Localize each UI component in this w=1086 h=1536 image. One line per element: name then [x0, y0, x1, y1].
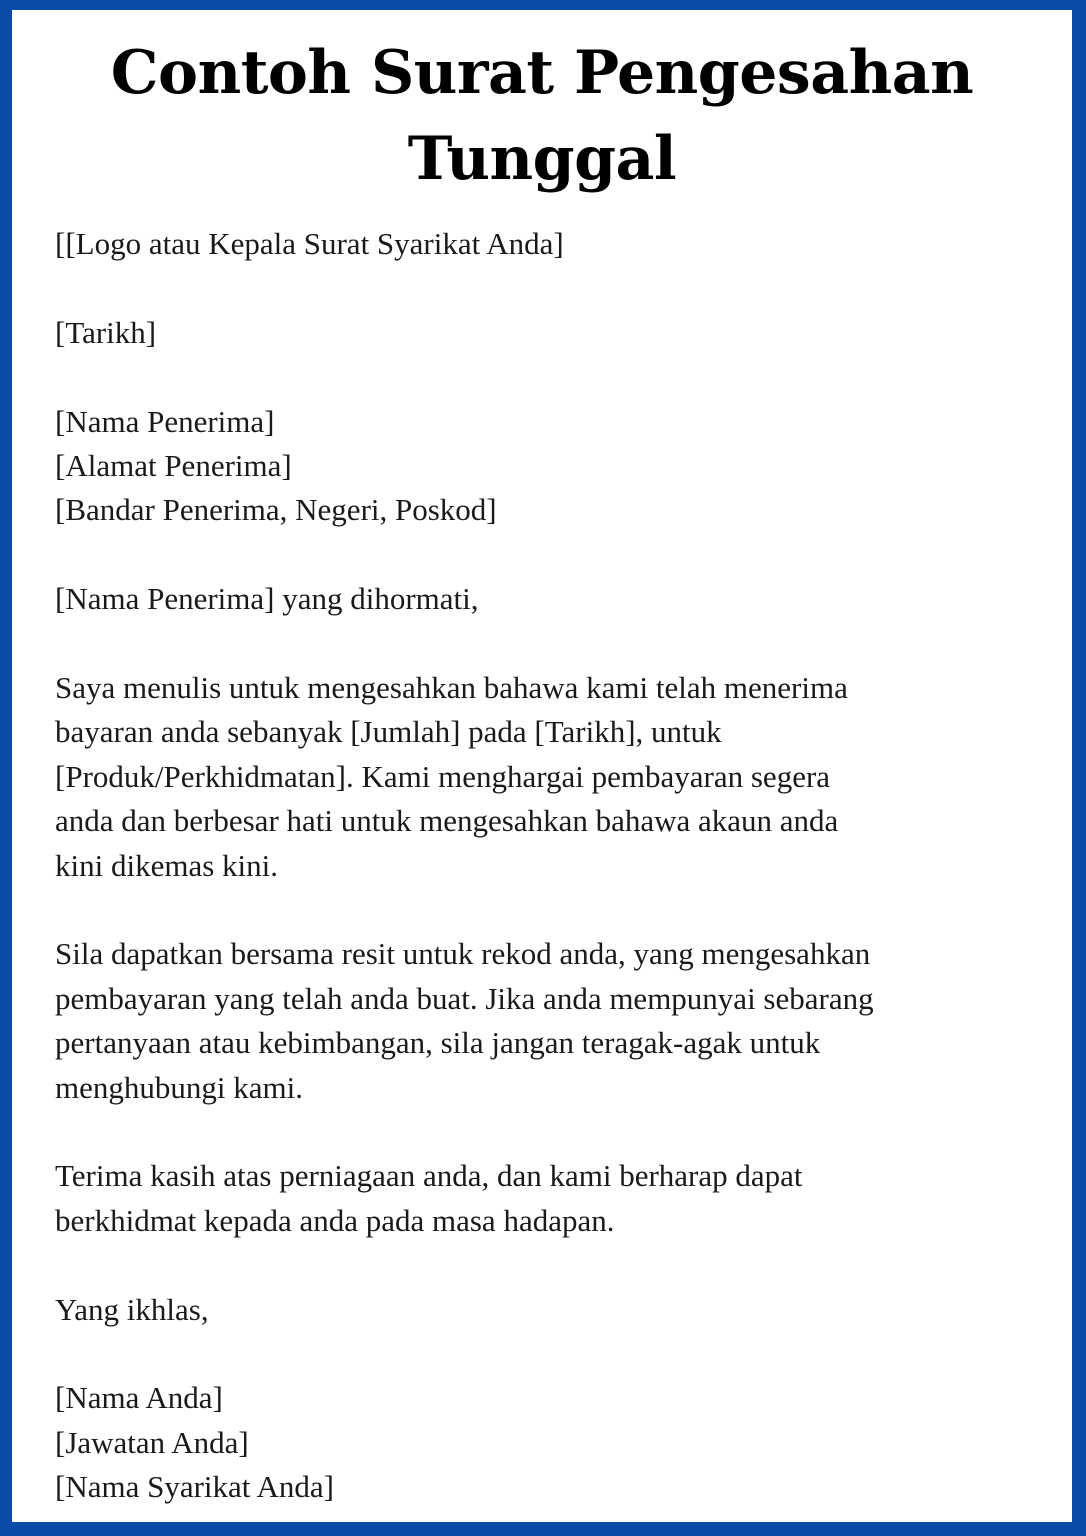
spacer [55, 622, 1035, 666]
date-placeholder: [Tarikh] [55, 314, 157, 350]
paragraph-line: kini dikemas kini. [55, 847, 279, 883]
spacer [55, 1110, 1035, 1154]
paragraph-line: berkhidmat kepada anda pada masa hadapan. [55, 1202, 615, 1238]
spacer [55, 355, 1035, 399]
letterhead-placeholder: [[Logo atau Kepala Surat Syarikat Anda] [55, 226, 564, 261]
paragraph-line: Sila dapatkan bersama resit untuk rekod anda, yang mengesahkan [55, 936, 871, 972]
paragraph-receipt [55, 932, 1035, 1110]
paragraph-line: anda dan berbesar hati untuk mengesahkan bahawa akaun anda [55, 803, 839, 839]
title-line-1: Contoh Surat Pengesahan [110, 38, 974, 108]
paragraph-line: Saya menulis untuk mengesahkan bahawa kami telah menerima [55, 670, 848, 705]
paragraph-confirmation [55, 666, 1035, 888]
paragraph-thanks [55, 1154, 1035, 1243]
paragraph-line: [Produk/Perkhidmatan]. Kami menghargai pembayaran segera [55, 758, 831, 794]
page-title [12, 30, 1072, 202]
recipient-name: [Nama Penerima] [55, 403, 275, 439]
letter-body [55, 222, 1035, 1510]
closing: Yang ikhlas, [55, 1291, 209, 1327]
sender-name: [Nama Anda] [55, 1380, 223, 1416]
recipient-address: [Alamat Penerima] [55, 448, 292, 483]
sender-block [55, 1376, 1035, 1509]
spacer [55, 1332, 1035, 1376]
spacer [55, 1243, 1035, 1287]
recipient-block [55, 400, 1035, 533]
sender-position: [Jawatan Anda] [55, 1424, 249, 1460]
title-line-2: Tunggal [407, 124, 677, 194]
spacer [55, 533, 1035, 577]
spacer [55, 266, 1035, 310]
paragraph-line: menghubungi kami. [55, 1069, 303, 1105]
spacer [55, 888, 1035, 932]
paragraph-line: bayaran anda sebanyak [Jumlah] pada [Tarikh], untuk [55, 714, 722, 750]
paragraph-line: pembayaran yang telah anda buat. Jika anda mempunyai sebarang [55, 980, 874, 1016]
recipient-city: [Bandar Penerima, Negeri, Poskod] [55, 492, 497, 528]
paragraph-line: Terima kasih atas perniagaan anda, dan kami berharap dapat [55, 1158, 803, 1194]
sender-company: [Nama Syarikat Anda] [55, 1469, 334, 1505]
salutation: [Nama Penerima] yang dihormati, [55, 581, 479, 617]
paragraph-line: pertanyaan atau kebimbangan, sila jangan teragak-agak untuk [55, 1025, 821, 1061]
